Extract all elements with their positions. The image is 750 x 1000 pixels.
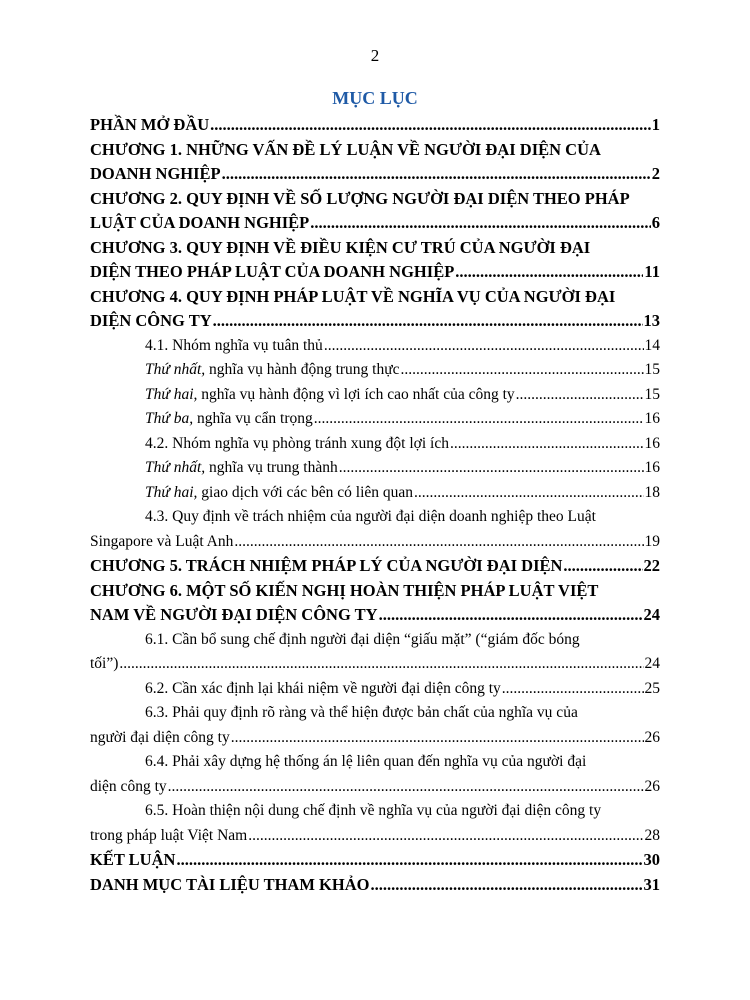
toc-entry[interactable] bbox=[90, 334, 660, 359]
toc-entry[interactable] bbox=[90, 481, 660, 506]
toc-entry[interactable] bbox=[90, 505, 660, 530]
toc-entry-text: NAM VỀ NGƯỜI ĐẠI DIỆN CÔNG TY bbox=[90, 605, 378, 624]
toc-entry-emphasis: Thứ ba, bbox=[145, 410, 194, 427]
toc-entry[interactable] bbox=[90, 309, 660, 334]
toc-entry[interactable] bbox=[90, 138, 660, 163]
toc-entry-page: 14 bbox=[644, 336, 660, 354]
toc-entry-page: 6 bbox=[651, 213, 660, 232]
toc-entry-emphasis: Thứ hai, bbox=[145, 483, 198, 501]
toc-entry[interactable] bbox=[90, 113, 660, 138]
toc-entry[interactable] bbox=[90, 848, 660, 873]
toc-entry-text: 4.1. Nhóm nghĩa vụ tuân thủ bbox=[145, 336, 323, 354]
toc-entry-page: 25 bbox=[644, 679, 660, 697]
toc-entry-page: 16 bbox=[644, 459, 660, 476]
toc-entry[interactable] bbox=[90, 652, 660, 677]
toc-entry[interactable] bbox=[90, 726, 660, 751]
toc-entry[interactable] bbox=[90, 628, 660, 653]
toc-entry[interactable] bbox=[90, 236, 660, 261]
table-of-contents bbox=[90, 113, 660, 897]
toc-entry[interactable] bbox=[90, 432, 660, 457]
toc-title: MỤC LỤC bbox=[332, 88, 418, 108]
toc-entry-page: 18 bbox=[644, 483, 660, 501]
toc-entry-text: nghĩa vụ cẩn trọng bbox=[193, 410, 313, 427]
toc-entry[interactable] bbox=[90, 824, 660, 849]
toc-entry-page: 1 bbox=[651, 115, 660, 134]
toc-entry[interactable] bbox=[90, 383, 660, 408]
toc-entry[interactable] bbox=[90, 285, 660, 310]
toc-entry-text: KẾT LUẬN bbox=[90, 850, 176, 869]
toc-entry-text: CHƯƠNG 5. TRÁCH NHIỆM PHÁP LÝ CỦA NGƯỜI ĐẠI DIỆN bbox=[90, 556, 563, 575]
toc-entry-text: nghĩa vụ trung thành bbox=[205, 459, 338, 476]
toc-entry-page: 2 bbox=[651, 164, 660, 183]
toc-entry-text: tối”) bbox=[90, 655, 119, 672]
toc-entry-text: 6.3. Phải quy định rõ ràng và thể hiện được bản chất của nghĩa vụ của bbox=[145, 704, 578, 721]
toc-entry[interactable] bbox=[90, 873, 660, 898]
toc-entry[interactable] bbox=[90, 677, 660, 702]
toc-entry-text: CHƯƠNG 4. QUY ĐỊNH PHÁP LUẬT VỀ NGHĨA VỤ CỦA NGƯỜI ĐẠI bbox=[90, 286, 616, 306]
toc-entry-text: 6.4. Phải xây dựng hệ thống án lệ liên quan đến nghĩa vụ của người đại bbox=[145, 753, 587, 770]
toc-entry-text: CHƯƠNG 2. QUY ĐỊNH VỀ SỐ LƯỢNG NGƯỜI ĐẠI DIỆN THEO PHÁP bbox=[90, 188, 630, 208]
toc-entry-text: giao dịch với các bên có liên quan bbox=[197, 483, 414, 501]
toc-entry-text: DIỆN THEO PHÁP LUẬT CỦA DOANH NGHIỆP bbox=[90, 262, 455, 281]
toc-entry-page: 15 bbox=[644, 385, 660, 403]
toc-entry-page: 11 bbox=[644, 262, 660, 281]
toc-entry[interactable] bbox=[90, 554, 660, 579]
toc-entry[interactable] bbox=[90, 579, 660, 604]
toc-entry-page: 15 bbox=[644, 361, 660, 378]
toc-entry-text: LUẬT CỦA DOANH NGHIỆP bbox=[90, 213, 310, 232]
toc-entry[interactable] bbox=[90, 162, 660, 187]
toc-entry-text: 6.5. Hoàn thiện nội dung chế định về nghĩa vụ của người đại diện công ty bbox=[145, 802, 602, 819]
toc-entry-page: 28 bbox=[644, 826, 660, 844]
toc-entry-text: 6.1. Cần bổ sung chế định người đại diện “giấu mặt” (“giám đốc bóng bbox=[145, 630, 580, 648]
toc-entry-text: nghĩa vụ hành động vì lợi ích cao nhất của công ty bbox=[197, 385, 515, 403]
toc-entry-page: 19 bbox=[644, 532, 660, 550]
toc-entry-page: 13 bbox=[643, 311, 660, 330]
toc-entry-page: 16 bbox=[644, 434, 660, 452]
toc-entry-page: 24 bbox=[643, 605, 660, 624]
toc-entry-text: CHƯƠNG 3. QUY ĐỊNH VỀ ĐIỀU KIỆN CƯ TRÚ CỦA NGƯỜI ĐẠI bbox=[90, 237, 591, 257]
toc-entry[interactable] bbox=[90, 260, 660, 285]
toc-entry-text: 6.2. Cần xác định lại khái niệm về người đại diện công ty bbox=[145, 679, 501, 697]
toc-entry-text: DIỆN CÔNG TY bbox=[90, 311, 212, 330]
toc-entry-emphasis: Thứ hai, bbox=[145, 385, 198, 403]
toc-entry-text: DOANH NGHIỆP bbox=[90, 164, 221, 183]
toc-entry[interactable] bbox=[90, 358, 660, 383]
toc-entry[interactable] bbox=[90, 407, 660, 432]
toc-entry-emphasis: Thứ nhất, bbox=[145, 459, 206, 476]
toc-entry-page: 26 bbox=[644, 777, 660, 795]
toc-entry-text: CHƯƠNG 1. NHỮNG VẤN ĐỀ LÝ LUẬN VỀ NGƯỜI ĐẠI DIỆN CỦA bbox=[90, 139, 601, 159]
toc-entry-text: PHẦN MỞ ĐẦU bbox=[90, 115, 210, 134]
toc-entry-text: người đại diện công ty bbox=[90, 728, 230, 746]
toc-entry[interactable] bbox=[90, 603, 660, 628]
toc-entry-page: 24 bbox=[644, 655, 660, 672]
toc-entry[interactable] bbox=[90, 530, 660, 555]
toc-entry-text: CHƯƠNG 6. MỘT SỐ KIẾN NGHỊ HOÀN THIỆN PHÁP LUẬT VIỆT bbox=[90, 580, 599, 600]
toc-entry-text: diện công ty bbox=[90, 777, 167, 795]
toc-entry[interactable] bbox=[90, 211, 660, 236]
toc-entry-page: 26 bbox=[644, 728, 660, 746]
toc-entry-text: DANH MỤC TÀI LIỆU THAM KHẢO bbox=[90, 874, 370, 894]
toc-entry-text: 4.2. Nhóm nghĩa vụ phòng tránh xung đột lợi ích bbox=[145, 434, 449, 452]
toc-entry[interactable] bbox=[90, 701, 660, 726]
toc-entry-text: Singapore và Luật Anh bbox=[90, 532, 234, 550]
toc-entry[interactable] bbox=[90, 750, 660, 775]
page-number: 2 bbox=[370, 46, 380, 65]
toc-entry-text: 4.3. Quy định về trách nhiệm của người đại diện doanh nghiệp theo Luật bbox=[145, 508, 596, 525]
toc-entry-text: trong pháp luật Việt Nam bbox=[90, 826, 248, 844]
toc-entry-page: 31 bbox=[643, 874, 660, 894]
toc-entry-emphasis: Thứ nhất, bbox=[145, 361, 206, 378]
toc-entry[interactable] bbox=[90, 187, 660, 212]
toc-entry[interactable] bbox=[90, 775, 660, 800]
toc-entry-page: 30 bbox=[643, 850, 660, 869]
toc-entry[interactable] bbox=[90, 456, 660, 481]
toc-entry-page: 16 bbox=[644, 410, 660, 427]
toc-entry-page: 22 bbox=[643, 556, 660, 575]
toc-entry-text: nghĩa vụ hành động trung thực bbox=[205, 361, 400, 378]
toc-entry[interactable] bbox=[90, 799, 660, 824]
